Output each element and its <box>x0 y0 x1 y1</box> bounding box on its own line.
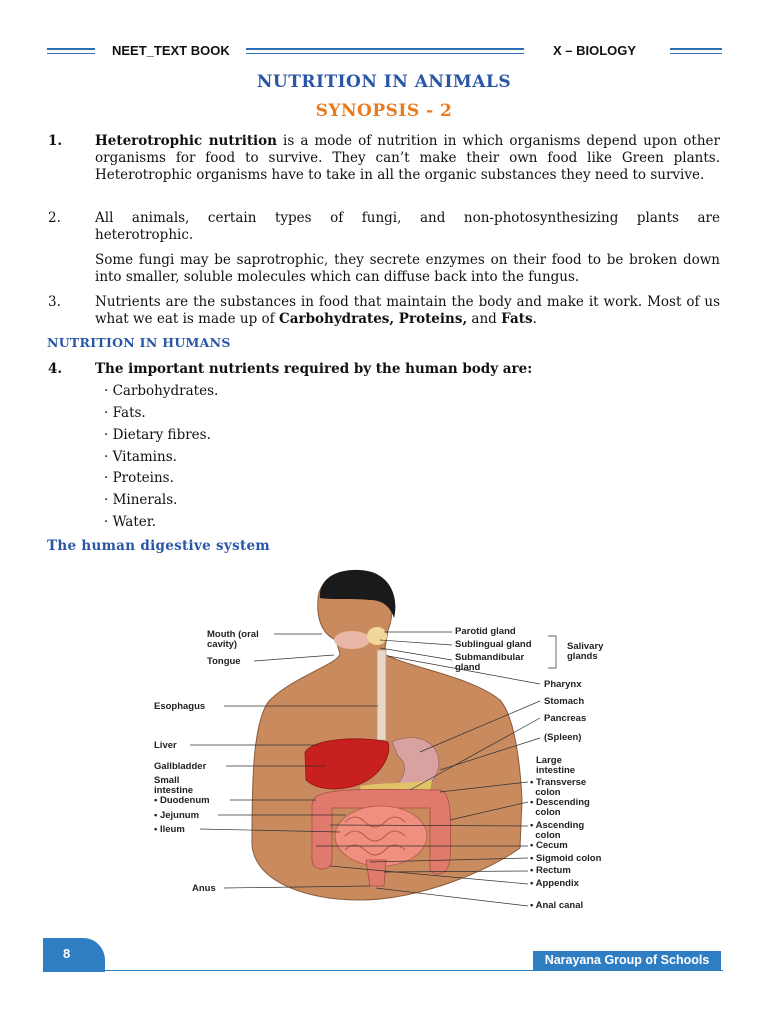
label-appendix: • Appendix <box>530 878 579 889</box>
nutrient-item: · Carbohydrates. <box>104 383 219 399</box>
label-submandibular: Submandibular gland <box>455 652 525 673</box>
label-transverse-colon: • Transverse colon <box>530 777 587 798</box>
label-anal-canal: • Anal canal <box>530 900 584 911</box>
label-liver: Liver <box>154 740 177 751</box>
label-ileum: • Ileum <box>154 824 185 835</box>
footer-rule <box>105 970 723 971</box>
digestive-system-illustration <box>0 560 768 930</box>
header-rule-right-1 <box>670 48 722 50</box>
label-sigmoid-colon: • Sigmoid colon <box>530 853 602 864</box>
term-heterotrophic: Heterotrophic nutrition <box>95 133 277 149</box>
term-fats: Fats <box>501 311 533 327</box>
label-mouth: Mouth (oral cavity) <box>207 629 259 650</box>
label-salivary: Salivary glands <box>567 641 604 662</box>
nutrient-item: · Dietary fibres. <box>104 427 211 443</box>
label-large-intestine: Large intestine <box>536 755 576 776</box>
header-subject: X – BIOLOGY <box>553 43 637 58</box>
paragraph-2: All animals, certain types of fungi, and non-photosynthesizing plants are heterotrophic. <box>95 210 720 243</box>
header-rule-mid-1 <box>246 48 524 50</box>
label-gallbladder: Gallbladder <box>154 761 207 772</box>
paragraph-1-text: is a mode of nutrition in which organisms depend upon other organisms for food to survive. They can’t make their own food like Green plants. Heterotrophic organisms have to take in all the organic substances they need to survive. <box>95 133 720 183</box>
page-title: NUTRITION IN ANIMALS <box>256 72 512 92</box>
item-number-2: 2. <box>48 210 61 226</box>
header-rule-mid-2 <box>246 53 524 54</box>
nutrient-item: · Water. <box>104 514 157 530</box>
term-macros: Carbohydrates, Proteins, <box>278 311 468 327</box>
label-anus: Anus <box>192 883 216 894</box>
paragraph-3-text: Nutrients are the substances in food that maintain the body and make it work. Most of us what we eat is made up of <box>95 294 720 327</box>
label-stomach: Stomach <box>544 696 585 707</box>
paragraph-3 <box>95 294 720 328</box>
page-number: 8 <box>43 938 105 972</box>
paragraph-1 <box>95 133 720 184</box>
label-rectum: • Rectum <box>530 865 571 876</box>
paragraph-3-and: and <box>467 311 502 327</box>
label-duodenum: • Duodenum <box>154 795 210 806</box>
label-cecum: • Cecum <box>530 840 568 851</box>
header-rule-left-2 <box>47 53 95 54</box>
item-number-4: 4. <box>48 361 63 377</box>
section-heading-humans: NUTRITION IN HUMANS <box>47 335 231 350</box>
paragraph-4: The important nutrients required by the human body are: <box>95 361 533 377</box>
header-rule-right-2 <box>670 53 722 54</box>
rectum-shape <box>366 860 386 886</box>
page-subtitle: SYNOPSIS - 2 <box>315 101 453 121</box>
label-small-intestine: Small intestine <box>154 775 194 796</box>
small-intestine-shape <box>335 806 427 866</box>
nutrient-item: · Fats. <box>104 405 146 421</box>
label-sublingual: Sublingual gland <box>455 639 532 650</box>
label-jejunum: • Jejunum <box>154 810 200 821</box>
label-pancreas: Pancreas <box>544 713 587 724</box>
paragraph-3-end: . <box>532 311 537 327</box>
item-number-1: 1. <box>48 133 63 149</box>
nutrient-item: · Minerals. <box>104 492 178 508</box>
mouth-cavity <box>334 631 370 649</box>
nutrient-item: · Proteins. <box>104 470 174 486</box>
section-heading-digestive: The human digestive system <box>47 538 270 554</box>
label-esophagus: Esophagus <box>154 701 206 712</box>
label-spleen: (Spleen) <box>544 732 582 743</box>
header-rule-left-1 <box>47 48 95 50</box>
header-book-title: NEET_TEXT BOOK <box>112 43 230 58</box>
nutrient-item: · Vitamins. <box>104 449 177 465</box>
label-ascending-colon: • Ascending colon <box>530 820 585 841</box>
footer-brand: Narayana Group of Schools <box>533 951 721 970</box>
paragraph-2b: Some fungi may be saprotrophic, they secrete enzymes on their food to be broken down into smaller, soluble molecules which can diffuse back into the fungus. <box>95 252 720 285</box>
item-number-3: 3. <box>48 294 61 310</box>
parotid-shape <box>367 627 387 645</box>
label-parotid: Parotid gland <box>455 626 516 637</box>
label-tongue: Tongue <box>207 656 241 667</box>
label-pharynx: Pharynx <box>544 679 582 690</box>
label-descending-colon: • Descending colon <box>530 797 590 818</box>
esophagus-tube <box>377 650 386 740</box>
